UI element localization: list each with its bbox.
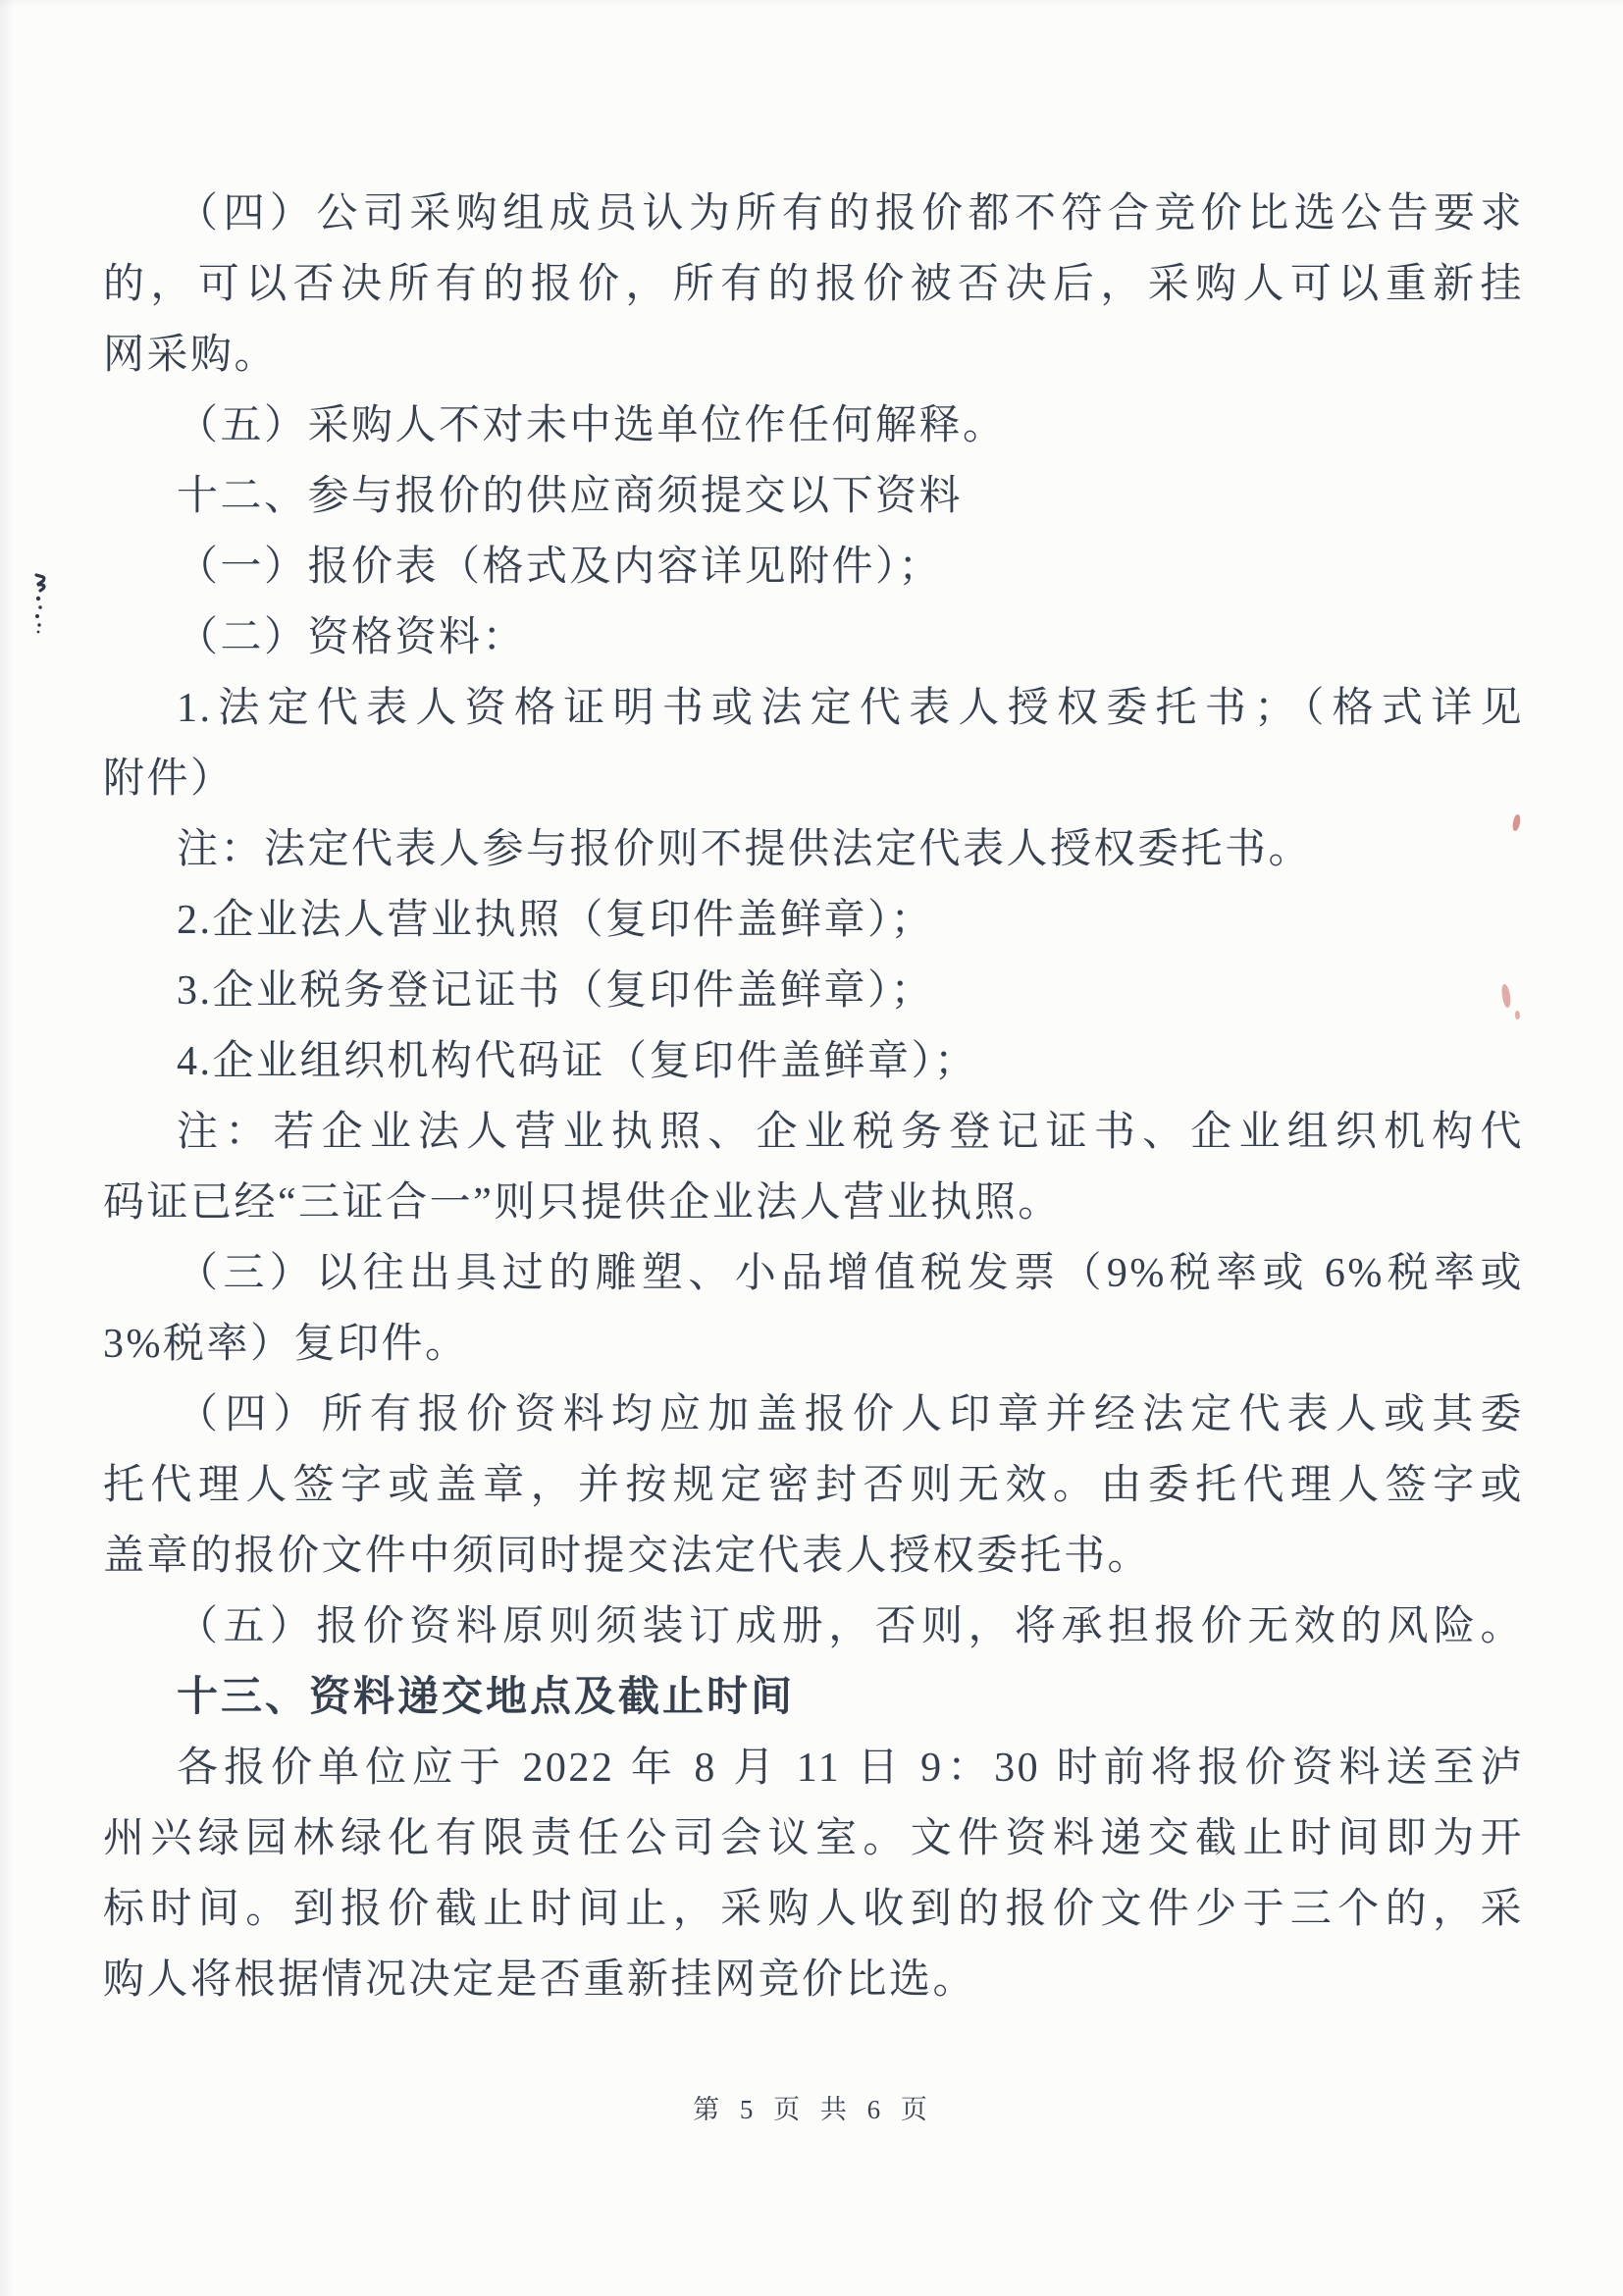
page-number: 第 5 页 共 6 页 bbox=[693, 2095, 934, 2124]
text-line: 各报价单位应于 2022 年 8 月 11 日 9：30 时前将报价资料送至泸 bbox=[177, 1746, 1524, 1791]
text-line: 2.企业法人营业执照（复印件盖鲜章）； bbox=[177, 898, 935, 943]
text-line: 1.法定代表人资格证明书或法定代表人授权委托书；（格式详见 bbox=[177, 686, 1524, 731]
text-line: 注：若企业法人营业执照、企业税务登记证书、企业组织机构代 bbox=[177, 1110, 1524, 1155]
text-line: 购人将根据情况决定是否重新挂网竞价比选。 bbox=[103, 1957, 977, 2003]
text-line: 3.企业税务登记证书（复印件盖鲜章）； bbox=[177, 968, 935, 1014]
text-line: （四）公司采购组成员认为所有的报价都不符合竞价比选公告要求 bbox=[177, 191, 1524, 236]
text-line: 十二、参与报价的供应商须提交以下资料 bbox=[177, 474, 964, 519]
text-line: 盖章的报价文件中须同时提交法定代表人授权委托书。 bbox=[103, 1534, 1152, 1579]
text-block bbox=[103, 179, 1524, 2015]
text-line: 标时间。到报价截止时间止，采购人收到的报价文件少于三个的，采 bbox=[103, 1887, 1524, 1932]
text-line: 附件） bbox=[103, 757, 235, 802]
ink-smudge bbox=[27, 572, 53, 635]
text-line: （二）资格资料： bbox=[177, 615, 527, 660]
scan-edge-shadow bbox=[0, 0, 14, 2296]
text-line: 注：法定代表人参与报价则不提供法定代表人授权委托书。 bbox=[177, 827, 1313, 872]
text-line: 的，可以否决所有的报价，所有的报价被否决后，采购人可以重新挂 bbox=[103, 262, 1524, 307]
text-line: （一）报价表（格式及内容详见附件）； bbox=[177, 545, 943, 590]
text-line: （五）采购人不对未中选单位作任何解释。 bbox=[177, 403, 1007, 448]
scan-edge-shadow bbox=[0, 0, 1623, 8]
text-line: （五）报价资料原则须装订成册，否则，将承担报价无效的风险。 bbox=[177, 1604, 1524, 1649]
text-line: 州兴绿园林绿化有限责任公司会议室。文件资料递交截止时间即为开 bbox=[103, 1816, 1524, 1861]
text-line: （三）以往出具过的雕塑、小品增值税发票（9%税率或 6%税率或 bbox=[177, 1251, 1524, 1296]
text-line: 4.企业组织机构代码证（复印件盖鲜章）； bbox=[177, 1039, 978, 1084]
section-heading: 十三、资料递交地点及截止时间 bbox=[177, 1675, 796, 1720]
text-line: 托代理人签字或盖章，并按规定密封否则无效。由委托代理人签字或 bbox=[103, 1463, 1524, 1508]
text-line: 网采购。 bbox=[103, 333, 279, 378]
text-line: 3%税率）复印件。 bbox=[103, 1322, 469, 1367]
text-line: 码证已经“三证合一”则只提供企业法人营业执照。 bbox=[103, 1180, 1062, 1226]
text-line: （四）所有报价资料均应加盖报价人印章并经法定代表人或其委 bbox=[177, 1392, 1524, 1437]
